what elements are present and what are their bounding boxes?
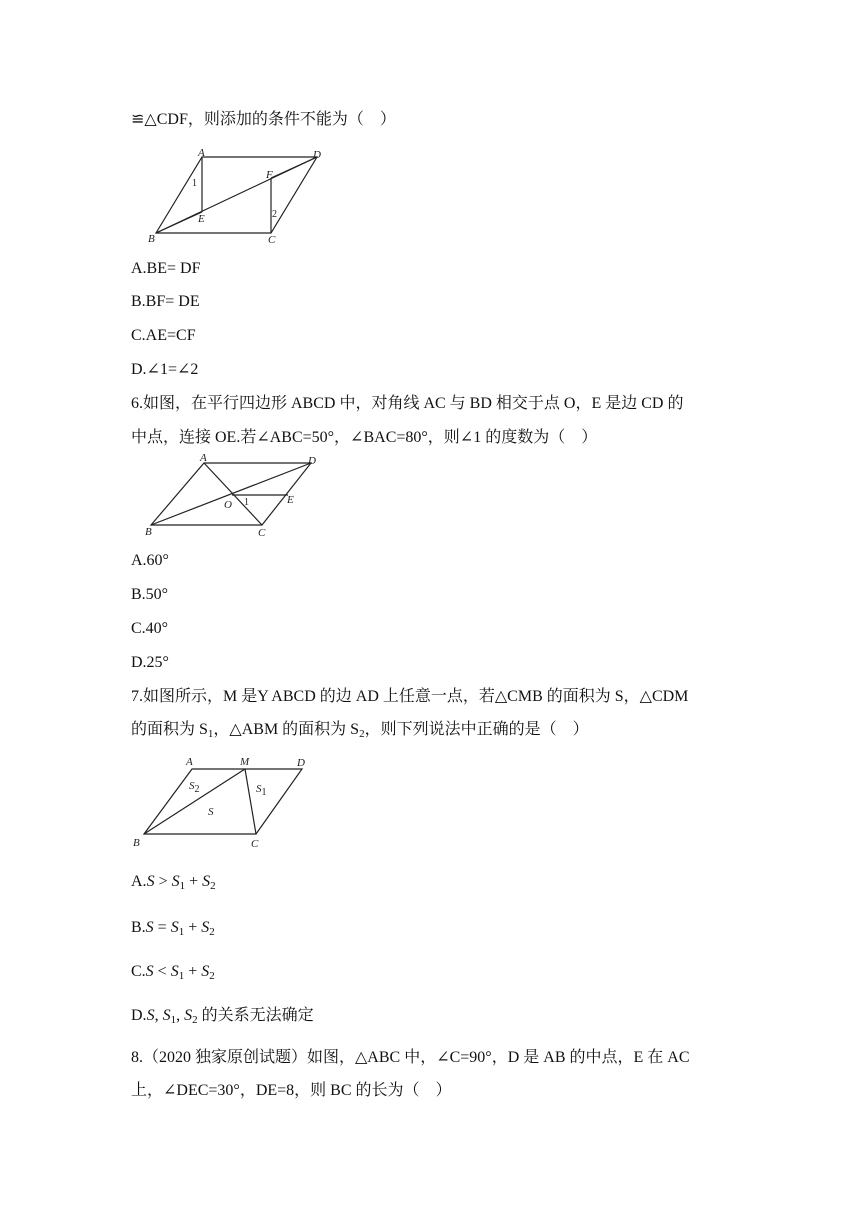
fig2-label-a: A (200, 452, 207, 464)
fig3-label-d: D (297, 757, 305, 769)
q7-option-a: $A.S > S_1 + S_2$ (131, 873, 216, 892)
fig3-label-s1: S1 (256, 783, 267, 798)
q6-option-b: B.50° (131, 586, 169, 603)
fig1-label-c: C (268, 234, 276, 246)
fig3-label-s: S (208, 806, 214, 818)
q7-stem-line2: 的面积为 $S_1$，△ABM 的面积为 $S_2$，则下列说法中正确的是（ ） (131, 721, 589, 740)
figure-q5 (145, 145, 345, 247)
fig3-label-m: M (240, 756, 250, 768)
q8-stem-line1: 8.（2020 独家原创试题）如图，△ABC 中，∠C=90°，D 是 AB 的中点，E 在 AC (131, 1049, 690, 1066)
fig3-label-s2: S2 (189, 780, 200, 795)
q5-option-d: D.∠1=∠2 (131, 361, 199, 378)
figure-q6 (140, 452, 340, 544)
fig2-label-d: D (308, 455, 316, 467)
fig3-label-b: B (133, 837, 140, 849)
fig1-label-e: E (198, 213, 205, 225)
fig2-label-o: O (224, 499, 232, 511)
fig2-label-c: C (258, 527, 266, 539)
fig1-label-d: D (313, 149, 321, 161)
fig1-label-1: 1 (192, 178, 197, 189)
q7-option-c: $C.S < S_1 + S_2$ (131, 963, 215, 982)
fig1-label-a: A (198, 147, 205, 159)
q6-stem-line1: 6.如图，在平行四边形 ABCD 中，对角线 AC 与 BD 相交于点 O，E 是边 CD 的 (131, 395, 684, 412)
fig2-label-b: B (145, 526, 152, 538)
figure-q7 (130, 752, 320, 854)
fig2-label-1: 1 (244, 497, 249, 508)
q7-option-b: $B.S = S_1 + S_2$ (131, 919, 215, 938)
q7-option-d: D.S, $S_1$, $S_2$ 的关系无法确定 (131, 1007, 314, 1026)
q5-option-c: C.AE=CF (131, 327, 196, 344)
fig2-label-e: E (287, 494, 294, 506)
q6-option-c: C.40° (131, 620, 169, 637)
fig1-label-2: 2 (272, 209, 277, 220)
fig1-label-f: F (266, 169, 273, 181)
q5-stem: ≌△CDF，则添加的条件不能为（ ） (131, 111, 396, 128)
q5-option-b: B.BF= DE (131, 293, 200, 310)
q6-option-a: A.60° (131, 552, 169, 569)
q6-option-d: D.25° (131, 654, 169, 671)
q6-stem-line2: 中点，连接 OE.若∠ABC=50°，∠BAC=80°，则∠1 的度数为（ ） (131, 429, 598, 446)
fig1-label-b: B (148, 233, 155, 245)
q5-option-a: A.BE= DF (131, 260, 201, 277)
q7-stem-line1: 7.如图所示，M 是Y ABCD 的边 AD 上任意一点，若△CMB 的面积为 S，△CDM (131, 688, 689, 705)
fig3-label-a: A (186, 756, 193, 768)
fig3-label-c: C (251, 838, 259, 850)
q8-stem-line2: 上，∠DEC=30°，DE=8，则 BC 的长为（ ） (131, 1082, 452, 1099)
